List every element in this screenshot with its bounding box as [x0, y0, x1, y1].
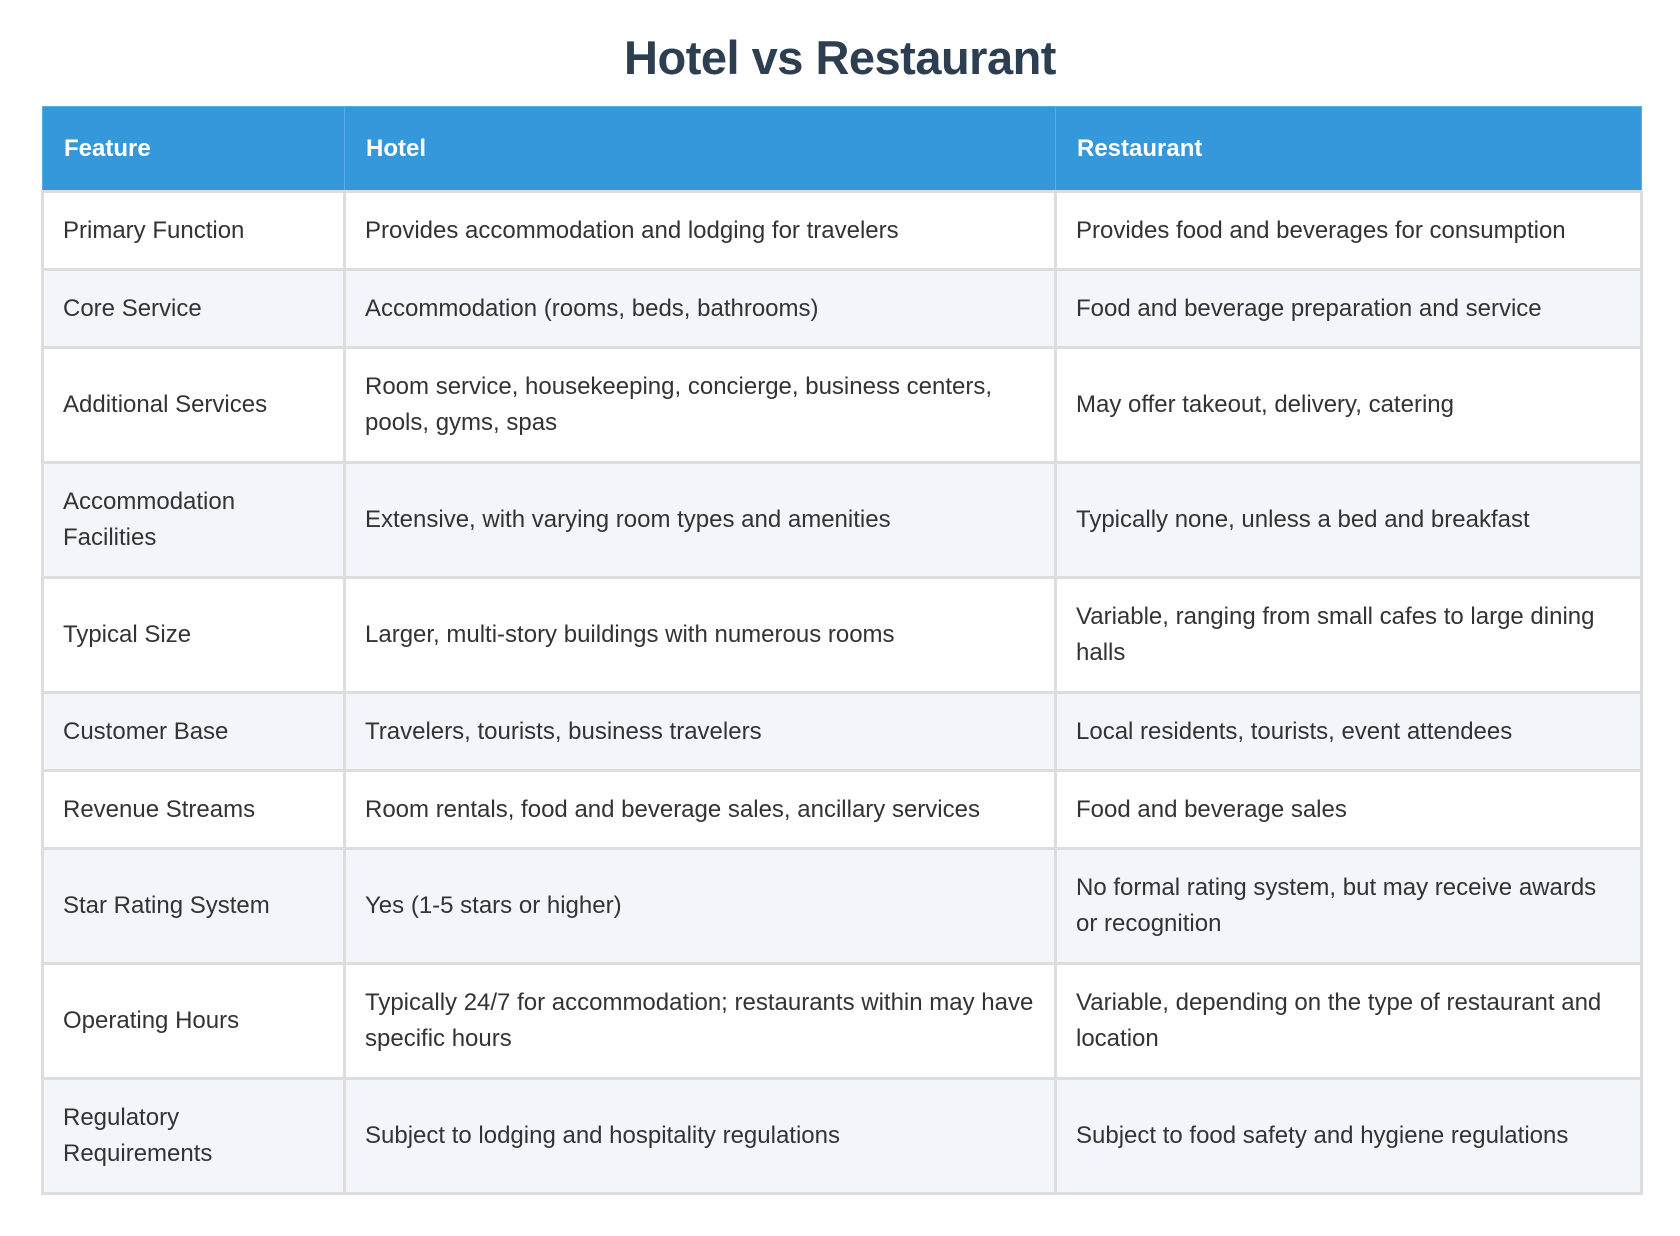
cell-restaurant: Variable, ranging from small cafes to large dining halls: [1056, 578, 1642, 693]
cell-hotel: Accommodation (rooms, beds, bathrooms): [345, 270, 1056, 348]
header-row: [43, 107, 1642, 192]
cell-restaurant: May offer takeout, delivery, catering: [1056, 348, 1642, 463]
cell-hotel: Extensive, with varying room types and amenities: [345, 463, 1056, 578]
cell-restaurant: Food and beverage sales: [1056, 771, 1642, 849]
table-row: [43, 693, 1642, 771]
cell-hotel: Yes (1-5 stars or higher): [345, 849, 1056, 964]
cell-feature: Regulatory Requirements: [43, 1079, 345, 1194]
cell-feature: Additional Services: [43, 348, 345, 463]
comparison-table: [41, 106, 1643, 1195]
table-row: [43, 270, 1642, 348]
cell-hotel: Larger, multi-story buildings with numerous rooms: [345, 578, 1056, 693]
cell-restaurant: Subject to food safety and hygiene regulations: [1056, 1079, 1642, 1194]
cell-restaurant: Food and beverage preparation and service: [1056, 270, 1642, 348]
table-row: [43, 771, 1642, 849]
table-row: [43, 578, 1642, 693]
page-title: Hotel vs Restaurant: [624, 31, 1056, 84]
header-feature: Feature: [43, 107, 345, 192]
table-row: [43, 964, 1642, 1079]
cell-hotel: Typically 24/7 for accommodation; restaurants within may have specific hours: [345, 964, 1056, 1079]
cell-feature: Core Service: [43, 270, 345, 348]
cell-feature: Primary Function: [43, 192, 345, 270]
table-row: [43, 849, 1642, 964]
cell-feature: Accommodation Facilities: [43, 463, 345, 578]
cell-hotel: Provides accommodation and lodging for travelers: [345, 192, 1056, 270]
cell-restaurant: No formal rating system, but may receive awards or recognition: [1056, 849, 1642, 964]
table-header: [43, 107, 1642, 192]
cell-restaurant: Typically none, unless a bed and breakfast: [1056, 463, 1642, 578]
table-row: [43, 463, 1642, 578]
comparison-table-container: [41, 106, 1640, 1195]
cell-feature: Star Rating System: [43, 849, 345, 964]
table-row: [43, 192, 1642, 270]
table-body: [43, 192, 1642, 1194]
cell-restaurant: Variable, depending on the type of restaurant and location: [1056, 964, 1642, 1079]
cell-restaurant: Local residents, tourists, event attendees: [1056, 693, 1642, 771]
cell-feature: Typical Size: [43, 578, 345, 693]
cell-hotel: Room service, housekeeping, concierge, business centers, pools, gyms, spas: [345, 348, 1056, 463]
header-restaurant: Restaurant: [1056, 107, 1642, 192]
cell-feature: Revenue Streams: [43, 771, 345, 849]
table-row: [43, 348, 1642, 463]
cell-hotel: Room rentals, food and beverage sales, ancillary services: [345, 771, 1056, 849]
header-hotel: Hotel: [345, 107, 1056, 192]
table-row: [43, 1079, 1642, 1194]
cell-feature: Customer Base: [43, 693, 345, 771]
cell-restaurant: Provides food and beverages for consumption: [1056, 192, 1642, 270]
cell-hotel: Subject to lodging and hospitality regulations: [345, 1079, 1056, 1194]
cell-hotel: Travelers, tourists, business travelers: [345, 693, 1056, 771]
cell-feature: Operating Hours: [43, 964, 345, 1079]
